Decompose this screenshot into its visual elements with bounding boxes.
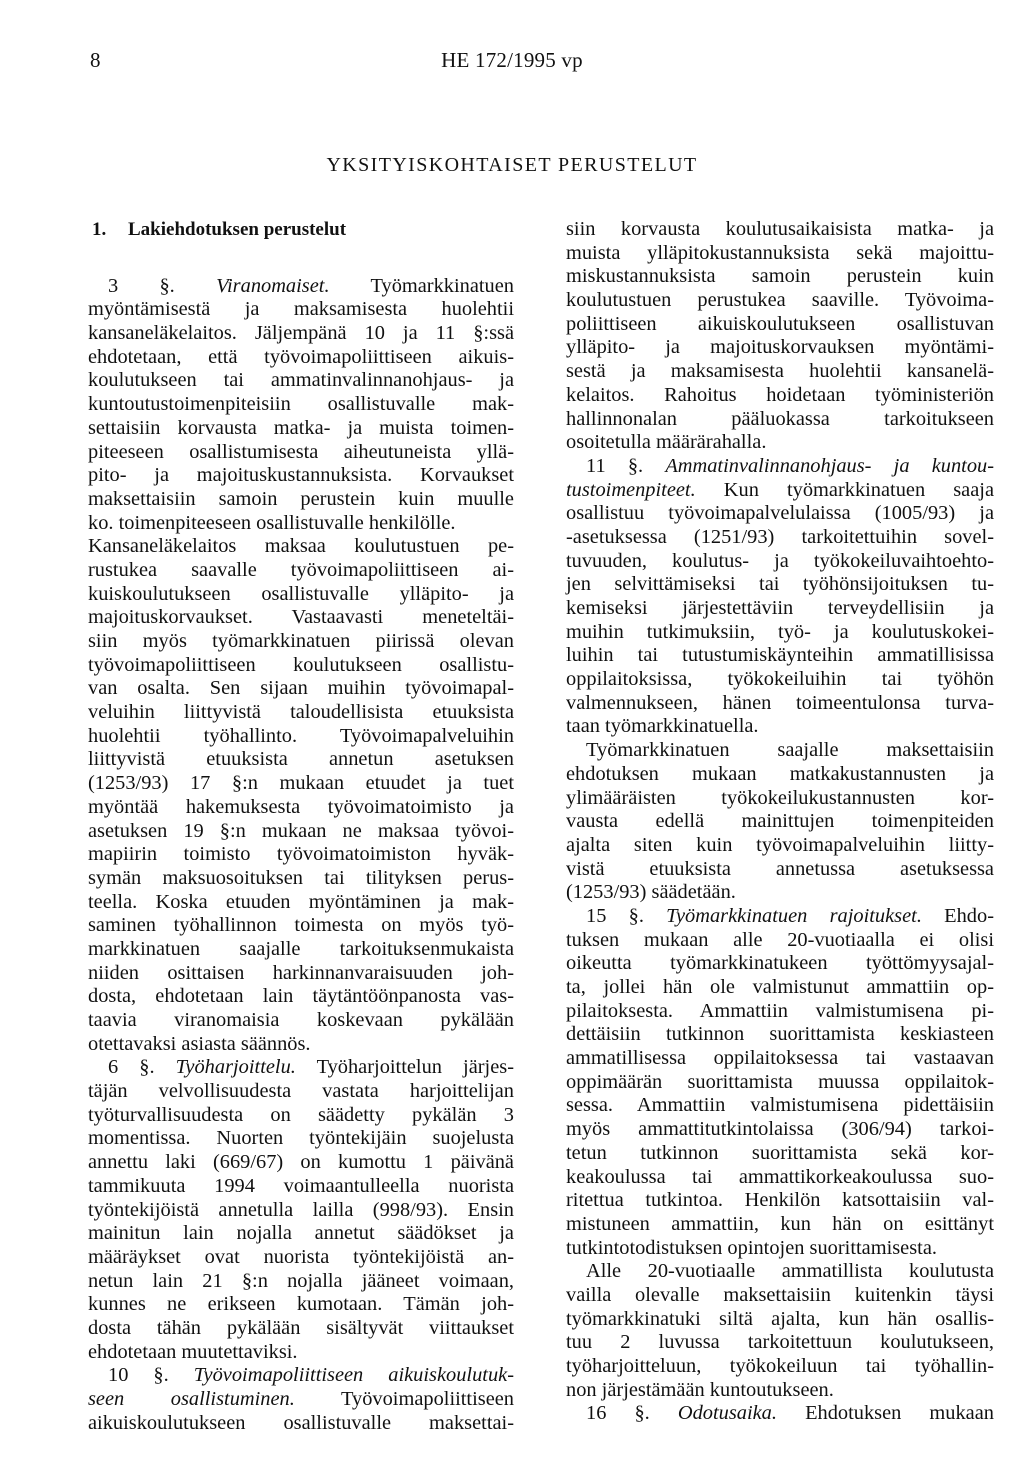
text-line: koulutukseen tai ammatinvalinnanohjaus- ja [88, 369, 514, 392]
text-line [88, 1056, 514, 1080]
section-caption: Työmarkkinatuen rajoitukset. [666, 904, 922, 927]
text-line: työharjoitteluun, työkokeiluun tai työhallin- [566, 1355, 994, 1377]
right-column [566, 218, 994, 1426]
text-line: kuiskoulutukseen osallistuvalle ylläpito- ja [88, 582, 514, 605]
line-suffix: Ehdo- [921, 904, 994, 927]
section-caption: Työharjoittelu. [175, 1056, 296, 1079]
text-line: dettäisiin tutkinnon suorittamista keskiasteen [566, 1023, 994, 1046]
text-line: mistuneen ammattiin, kun hän on esittänyt [566, 1212, 994, 1235]
text-line: täjän velvollisuudesta vastata harjoittelijan [88, 1080, 514, 1103]
text-line: kuntoutustoimenpiteisiin osallistuvalle mak- [88, 393, 514, 416]
text-line: siin myös työmarkkinatuen piirissä olevan [88, 630, 514, 653]
text-line: Kansaneläkelaitos maksaa koulutustuen pe- [88, 535, 514, 558]
text-line: työmarkkinatuki siltä ajalta, kun hän osallis- [566, 1307, 994, 1330]
text-line: symän maksuosoituksen tai tilityksen perus- [88, 866, 514, 889]
line-suffix: Työvoimapoliittiseen [294, 1388, 514, 1411]
text-line: tuvuuden, koulutus- ja työkokeiluvaihtoehto- [566, 549, 994, 572]
text-line: myöntää hakemuksesta työvoimatoimisto ja [88, 795, 514, 818]
text-line: annettu laki (669/67) on kumottu 1 päivänä [88, 1151, 514, 1174]
text-line [88, 275, 514, 299]
text-line: osoitetulla määrärahalla. [566, 431, 767, 454]
text-line: (1253/93) 17 §:n mukaan etuudet ja tuet [88, 772, 514, 795]
text-line: tuu 2 luvussa tarkoitettuun koulutukseen, [566, 1331, 994, 1354]
section-caption: Ammatinvalinnanohjaus- ja kuntou- [665, 454, 994, 477]
text-line: dosta, ehdotetaan lain täytäntöönpanosta vas- [88, 985, 514, 1008]
text-line: ammatillisessa oppilaitoksessa tai vastaavan [566, 1047, 994, 1070]
text-line: markkinatuen saajalle tarkoituksenmukaista [88, 937, 514, 960]
text-line [566, 905, 994, 929]
text-line: van osalta. Sen sijaan muihin työvoimapal- [88, 677, 514, 700]
text-line: vausta edellä mainittujen toimenpiteiden [566, 810, 994, 833]
text-line: kelaitos. Rahoitus hoidetaan työministeriön [566, 383, 994, 406]
text-line: ehdotetaan, että työvoimapoliittiseen aikuis- [88, 345, 514, 368]
section-caption: Viranomaiset. [216, 274, 330, 297]
text-line: poliittiseen aikuiskoulutukseen osallistuvan [566, 312, 994, 335]
section-heading: YKSITYISKOHTAISET PERUSTELUT [326, 154, 698, 176]
line-prefix: 3 §. [108, 274, 217, 297]
text-line: ehdotetaan muutettaviksi. [88, 1340, 298, 1363]
text-line: aikuiskoulutukseen osallistuvalle maksettai- [88, 1411, 514, 1434]
text-line: Alle 20-vuotiaalle ammatillista koulutusta [586, 1260, 994, 1283]
section-title [92, 218, 514, 242]
text-line: huolehtii työhallinto. Työvoimapalveluihin [88, 724, 514, 747]
left-column [88, 218, 514, 1435]
text-line: ritettua tutkintoa. Henkilön katsottaisiin val- [566, 1189, 994, 1212]
text-line: siin korvausta koulutusaikaisista matka- ja [566, 218, 994, 240]
text-line: dosta tähän pykälään sisältyvät viittaukset [88, 1316, 514, 1339]
text-line: majoituskorvaukset. Vastaavasti meneteltäi- [88, 606, 514, 629]
text-line [566, 1402, 994, 1426]
section-caption: seen osallistuminen. [88, 1388, 295, 1411]
text-line: saminen työhallinnon toimesta on myös työ- [88, 914, 514, 937]
text-line: sestä ja maksamisesta huolehtii kansanelä- [566, 360, 994, 383]
text-line [566, 455, 994, 479]
text-line: non järjestämään kuntoutukseen. [566, 1378, 834, 1401]
line-suffix: Työharjoittelun järjes- [295, 1056, 514, 1079]
text-line: pilaitoksesta. Ammattiin valmistumisena pi- [566, 999, 994, 1022]
text-line: piteeseen osallistumisesta aiheutuneista yllä- [88, 440, 514, 463]
text-line: tetun tutkinnon suorittamista sekä kor- [566, 1141, 994, 1164]
text-line: valmennukseen, hänen toimeentulonsa turva- [566, 691, 994, 714]
text-line: asetuksen 19 §:n mukaan ne maksaa työvoi- [88, 819, 514, 842]
line-prefix: 6 §. [108, 1056, 176, 1079]
text-line: veluihin liittyvistä taloudellisista etuuksista [88, 701, 514, 724]
text-line: kemiseksi järjestettäviin terveydellisiin ja [566, 597, 994, 619]
text-line: otettavaksi asiasta säännös. [88, 1032, 311, 1055]
section-caption: tustoimenpiteet. [566, 478, 696, 501]
text-line: muista ylläpitokustannuksista sekä majoittu- [566, 241, 994, 264]
text-line: muihin tutkimuksiin, työ- ja koulutuskokei- [566, 620, 994, 643]
text-line: ehdotuksen mukaan matkakustannusten ja [566, 762, 994, 785]
text-line: liittyvistä etuuksista annetun asetuksen [88, 748, 514, 771]
text-line: niiden osittaisen harkinnanvaraisuuden joh- [88, 961, 514, 984]
text-line: työvoimapoliittiseen koulutukseen osallistu- [88, 653, 514, 676]
text-line: vistä etuuksista annetussa asetuksessa [566, 857, 994, 880]
text-line: (1253/93) säädetään. [566, 881, 736, 904]
text-line: Työmarkkinatuen saajalle maksettaisiin [586, 739, 994, 762]
text-line: ylimääräisten työkokeilukustannusten kor- [566, 786, 994, 809]
text-line: tammikuuta 1994 voimaantulleella nuorista [88, 1174, 514, 1197]
line-prefix: 10 §. [108, 1364, 194, 1387]
text-line: keakoulussa tai ammattikorkeakoulussa suo- [566, 1165, 994, 1188]
text-line: tutkintotodistuksen opintojen suorittamisesta. [566, 1236, 937, 1259]
text-line: myöntämisestä ja maksamisesta huolehtii [88, 298, 514, 321]
text-line: momentissa. Nuorten työntekijäin suojelusta [88, 1127, 514, 1150]
text-line: oppimäärän suorittamista muussa oppilaitok- [566, 1070, 994, 1093]
line-prefix: 11 §. [586, 454, 666, 477]
text-line: koulutustuen perustukea saaville. Työvoima- [566, 289, 994, 312]
text-line: taavia viranomaisia koskevaan pykälään [88, 1009, 514, 1032]
text-line: oikeutta työmarkkinatukeen työttömyysajal- [566, 952, 994, 975]
text-line [88, 1364, 514, 1388]
text-line: settaisiin korvausta matka- ja muista toimen- [88, 416, 514, 439]
text-line: myös ammattitutkintolaissa (306/94) tarkoi- [566, 1118, 994, 1141]
line-suffix: Kun työmarkkinatuen saaja [695, 478, 994, 501]
text-line: määräykset ovat nuorista työntekijöistä an- [88, 1245, 514, 1268]
right-body [566, 218, 994, 1426]
text-line: osallistuu työvoimapalvelulaissa (1005/93) ja [566, 502, 994, 525]
left-body [88, 275, 514, 1436]
text-line: ta, jollei hän ole valmistunut ammattiin op- [566, 976, 994, 998]
text-line: maksettaisiin samoin perustein kuin muulle [88, 487, 514, 510]
section-caption: Odotusaika. [677, 1402, 777, 1425]
section-caption: Työvoimapoliittiseen aikuiskoulutuk- [193, 1364, 514, 1387]
text-line: mainitun lain nojalla annetut säädökset ja [88, 1222, 514, 1245]
running-head: HE 172/1995 vp [441, 48, 583, 72]
page-number: 8 [90, 48, 101, 72]
text-line: pito- ja majoituskustannuksista. Korvaukset [88, 464, 514, 487]
text-line [88, 1388, 514, 1412]
text-line: sessa. Ammattiin valmistumisena pidettäisiin [566, 1094, 994, 1117]
text-line: rustukea saavalle työvoimapoliittiseen ai- [88, 558, 514, 581]
text-line: kunnes ne erikseen kumotaan. Tämän joh- [88, 1293, 514, 1316]
text-line: jen selvittämiseksi tai työhönsijoituksen tu- [566, 573, 994, 596]
text-line: ylläpito- ja majoituskorvauksen myöntämi- [566, 336, 994, 359]
text-line [566, 479, 994, 503]
text-line: työntekijöistä annetulla lailla (998/93). Ensin [88, 1198, 514, 1221]
text-line: mapiirin toimisto työvoimatoimiston hyväk- [88, 843, 514, 866]
text-line: ko. toimenpiteeseen osallistuvalle henkilölle. [88, 511, 456, 534]
text-line: vailla olevalle maksettaisiin kuitenkin täysi [566, 1283, 994, 1306]
text-line: ajalta siten kuin työvoimapalveluihin liitty- [566, 833, 994, 856]
text-line: tuksen mukaan alle 20-vuotiaalla ei olisi [566, 928, 994, 951]
line-suffix: Työmarkkinatuen [329, 274, 514, 297]
text-line: työturvallisuudesta on säädetty pykälän 3 [88, 1103, 514, 1126]
text-line: luihin tai tutustumiskäynteihin ammatillisissa [566, 644, 994, 667]
text-line: kansaneläkelaitos. Jäljempänä 10 ja 11 §:ssä [88, 322, 514, 345]
line-prefix: 16 §. [586, 1402, 678, 1425]
line-prefix: 15 §. [586, 904, 667, 927]
text-line: miskustannuksista samoin perustein kuin [566, 265, 994, 288]
text-line: taan työmarkkinatuella. [566, 715, 759, 738]
text-line: -asetuksessa (1251/93) tarkoitettuihin sovel- [566, 525, 994, 548]
text-line: teella. Koska etuuden myöntäminen ja mak- [88, 890, 514, 913]
section-number: 1. [92, 219, 107, 240]
text-line: oppilaitoksissa, työkokeiluihin tai työhön [566, 668, 994, 691]
text-line: netun lain 21 §:n nojalla jääneet voimaan, [88, 1269, 514, 1292]
section-title-text: Lakiehdotuksen perustelut [128, 219, 347, 240]
line-suffix: Ehdotuksen mukaan [776, 1402, 994, 1425]
text-line: hallinnonalan pääluokassa tarkoitukseen [566, 407, 994, 430]
